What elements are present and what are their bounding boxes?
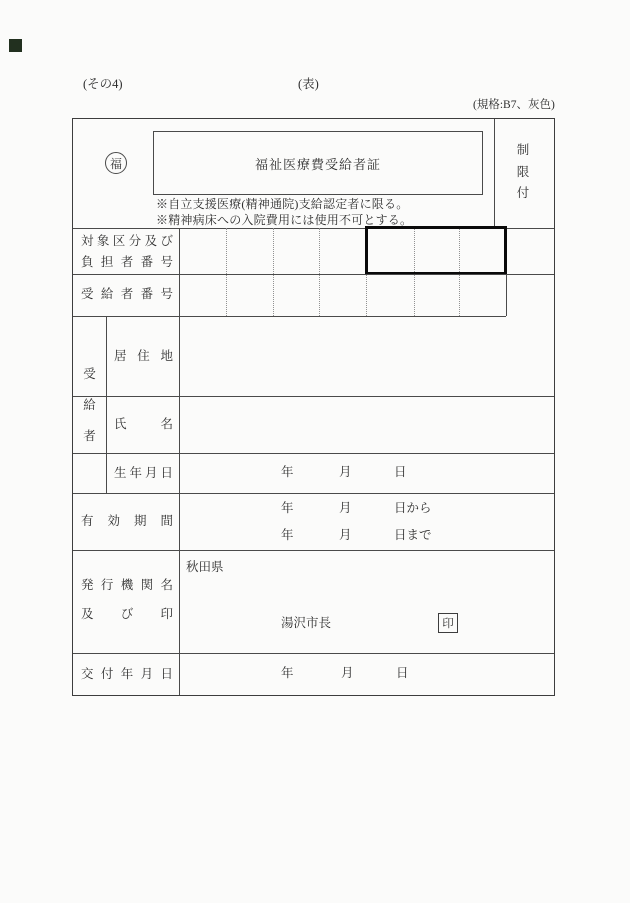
form-table xyxy=(72,118,555,696)
row-border xyxy=(73,550,554,551)
issuer-prefecture: 秋田県 xyxy=(186,560,224,574)
restriction-vertical-label: 制 限 付 xyxy=(516,143,530,200)
seal-placeholder-box xyxy=(438,613,458,633)
welfare-stamp-circle xyxy=(105,152,127,174)
issuer-label-line2: 及 び 印 xyxy=(81,607,173,621)
recipient-vertical-label: 受 給 者 xyxy=(83,367,96,443)
category-label-line1: 対 象 区 分 及 び xyxy=(81,234,173,248)
note-line-2: ※精神病床への入院費用には使用不可とする。 xyxy=(156,213,413,227)
issuer-label-line1: 発 行 機 関 名 xyxy=(81,578,173,592)
welfare-stamp-char: 福 xyxy=(109,156,122,171)
address-label: 居 住 地 xyxy=(114,349,173,363)
seal-char: 印 xyxy=(442,618,454,630)
row-border xyxy=(73,396,554,397)
validity-from-year: 年 xyxy=(281,501,294,515)
label-column-divider xyxy=(179,228,180,695)
issue-month-unit: 月 xyxy=(341,666,354,680)
issuer-label xyxy=(81,578,173,622)
category-payer-label xyxy=(81,231,173,273)
caption-part-number: (その4) xyxy=(83,77,123,91)
recipient-sub-divider xyxy=(106,316,107,493)
caption-front-side: (表) xyxy=(298,77,319,91)
row-border xyxy=(73,274,554,275)
caption-spec: (規格:B7、灰色) xyxy=(473,99,555,111)
birth-day-unit: 日 xyxy=(394,465,407,479)
note-line-1: ※自立支援医療(精神通院)支給認定者に限る。 xyxy=(156,197,409,211)
row-border xyxy=(73,493,554,494)
birth-month-unit: 月 xyxy=(339,465,352,479)
row-border xyxy=(73,453,554,454)
row-border xyxy=(73,653,554,654)
certificate-title: 福祉医療費受給者証 xyxy=(254,156,381,172)
issue-day-unit: 日 xyxy=(396,666,409,680)
recipient-number-label: 受 給 者 番 号 xyxy=(81,287,173,301)
certificate-title-box xyxy=(153,131,483,195)
issuer-mayor: 湯沢市長 xyxy=(281,616,332,630)
validity-to-day: 日まで xyxy=(394,528,432,542)
corner-mark xyxy=(9,39,22,52)
issue-year-unit: 年 xyxy=(281,666,294,680)
dotted-separator xyxy=(319,228,320,316)
row-border-partial xyxy=(73,316,506,317)
issue-date-label: 交 付 年 月 日 xyxy=(81,667,173,681)
category-label-line2: 負 担 者 番 号 xyxy=(81,255,173,269)
birth-year-unit: 年 xyxy=(281,465,294,479)
dotted-separator xyxy=(273,228,274,316)
dotted-separator xyxy=(366,274,367,316)
name-label: 氏 名 xyxy=(114,417,173,431)
dotted-separator xyxy=(226,228,227,316)
validity-to-month: 月 xyxy=(339,528,352,542)
validity-to-year: 年 xyxy=(281,528,294,542)
payer-number-emphasis-box xyxy=(365,226,507,275)
validity-from-month: 月 xyxy=(339,501,352,515)
validity-label: 有 効 期 間 xyxy=(81,514,173,528)
header-restriction-divider xyxy=(494,119,495,228)
validity-from-day: 日から xyxy=(394,501,432,515)
birthdate-label: 生 年 月 日 xyxy=(114,466,173,480)
